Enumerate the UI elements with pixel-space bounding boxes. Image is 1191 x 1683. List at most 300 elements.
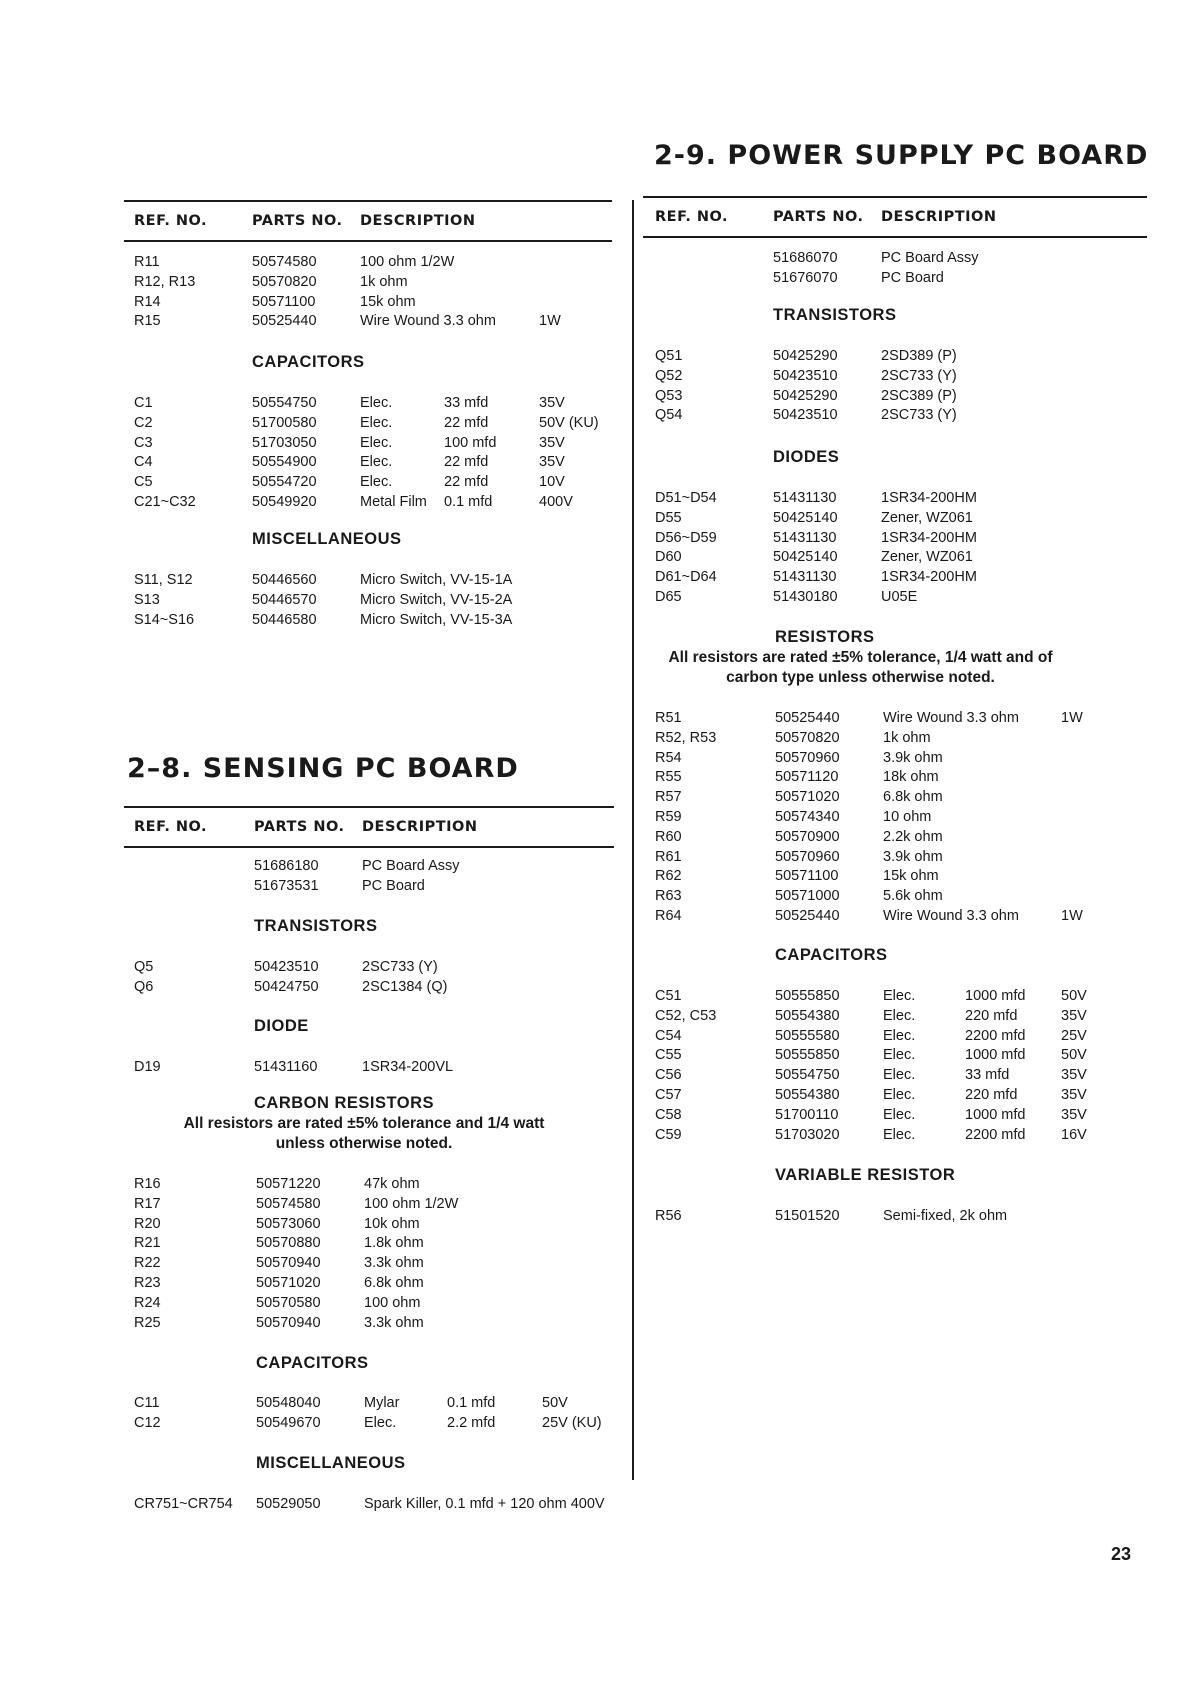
parts-row <box>643 809 1143 829</box>
parts-row <box>124 1295 624 1315</box>
ref-no: R55 <box>655 769 682 786</box>
misc-heading: MISCELLANEOUS <box>256 1454 406 1472</box>
description: 15k ohm <box>360 293 416 310</box>
parts-no: 50423510 <box>254 959 319 975</box>
parts-row <box>643 730 1143 750</box>
description: 1.8k ohm <box>364 1235 424 1252</box>
parts-row <box>643 270 1143 290</box>
parts-row <box>643 589 1143 609</box>
ref-no: S11, S12 <box>134 572 193 588</box>
ref-no: C1 <box>134 395 153 411</box>
description: 1SR34-200HM <box>881 529 977 546</box>
rating: 400V <box>539 494 573 510</box>
parts-no: 50570820 <box>252 273 317 290</box>
description: PC Board <box>881 269 944 286</box>
ref-no: Q51 <box>655 348 683 364</box>
description-header: DESCRIPTION <box>881 209 997 225</box>
ref-no: C52, C53 <box>655 1007 717 1024</box>
ref-no: R11 <box>134 254 160 270</box>
parts-no: 50425290 <box>773 348 838 364</box>
ref-no: C21~C32 <box>134 494 196 510</box>
page-number: 23 <box>1110 1544 1131 1564</box>
description: 2.2k ohm <box>883 828 943 845</box>
parts-row <box>643 1067 1143 1087</box>
parts-row <box>643 1208 1143 1228</box>
parts-no-header: PARTS NO. <box>773 209 864 225</box>
diode-heading: DIODE <box>254 1017 309 1035</box>
value: 0.1 mfd <box>447 1395 496 1411</box>
ref-no: R12, R13 <box>134 273 196 290</box>
parts-row <box>643 250 1143 270</box>
parts-no: 50423510 <box>773 367 838 384</box>
parts-no: 51686070 <box>773 250 838 266</box>
parts-no: 51686180 <box>254 858 319 874</box>
description: Elec. <box>364 1414 397 1431</box>
parts-no: 50571100 <box>252 293 316 310</box>
ref-no: R61 <box>655 848 682 865</box>
description: 1k ohm <box>883 729 931 746</box>
description: 2SC1384 (Q) <box>362 978 448 995</box>
parts-no: 50423510 <box>773 407 838 424</box>
ref-no: R23 <box>134 1275 161 1291</box>
note-line-1: All resistors are rated ±5% tolerance and 1/4 watt <box>183 1115 545 1132</box>
rating: 35V <box>1061 1106 1087 1123</box>
parts-row <box>643 1028 1143 1048</box>
parts-no: 50574340 <box>775 809 840 825</box>
description: 47k ohm <box>364 1176 420 1192</box>
parts-row <box>124 1395 624 1415</box>
capacitors-heading: CAPACITORS <box>256 1354 369 1372</box>
rating: 35V <box>539 395 565 411</box>
resistors-note <box>643 648 1078 688</box>
ref-no: Q53 <box>655 387 683 404</box>
parts-no: 50548040 <box>256 1395 321 1411</box>
description: Zener, WZ061 <box>881 549 973 566</box>
parts-no: 50554750 <box>775 1067 840 1084</box>
column-divider <box>632 200 634 1480</box>
parts-row <box>643 789 1143 809</box>
ref-no: C12 <box>134 1414 161 1431</box>
parts-no: 50554720 <box>252 474 317 491</box>
transistors-heading: TRANSISTORS <box>254 917 378 935</box>
parts-row <box>124 1415 624 1435</box>
ref-no: R54 <box>655 749 682 766</box>
ref-no: C58 <box>655 1106 682 1123</box>
description: 2SC733 (Y) <box>881 407 957 424</box>
parts-row <box>643 388 1143 408</box>
description: Elec. <box>883 1126 916 1143</box>
parts-no: 51700580 <box>252 414 317 431</box>
ref-no: C55 <box>655 1047 682 1064</box>
value: 220 mfd <box>965 1087 1018 1103</box>
ref-no-header: REF. NO. <box>134 213 208 229</box>
parts-no: 50425290 <box>773 387 838 404</box>
parts-no: 50529050 <box>256 1496 321 1512</box>
ref-no: R20 <box>134 1215 161 1232</box>
parts-row <box>124 254 624 274</box>
parts-row <box>124 1275 624 1295</box>
description: 2SC733 (Y) <box>362 959 438 975</box>
ref-no: C3 <box>134 434 153 451</box>
parts-row <box>643 530 1143 550</box>
parts-row <box>643 569 1143 589</box>
ref-no: C51 <box>655 988 682 1004</box>
carbon-resistors-heading: CARBON RESISTORS <box>254 1094 435 1112</box>
parts-no: 50571000 <box>775 888 840 905</box>
parts-row <box>643 490 1143 510</box>
parts-no: 50554380 <box>775 1087 840 1103</box>
description: Elec. <box>360 474 393 491</box>
description: 100 ohm 1/2W <box>360 254 455 270</box>
description: 2SC733 (Y) <box>881 367 957 384</box>
parts-row <box>124 294 624 314</box>
note-line-2: unless otherwise noted. <box>275 1135 453 1152</box>
parts-no: 50555850 <box>775 988 840 1004</box>
description: 3.9k ohm <box>883 848 943 865</box>
value: 0.1 mfd <box>444 494 493 510</box>
description: 3.9k ohm <box>883 749 943 766</box>
parts-row <box>124 454 624 474</box>
description: Elec. <box>883 1067 916 1084</box>
rating: 16V <box>1061 1126 1087 1143</box>
parts-no: 51431160 <box>254 1059 318 1075</box>
sensing-column <box>124 806 614 1512</box>
description-header: DESCRIPTION <box>360 213 476 229</box>
parts-no: 50446570 <box>252 591 317 608</box>
value: 2.2 mfd <box>447 1414 496 1431</box>
ref-no: R51 <box>655 710 682 726</box>
description-header: DESCRIPTION <box>362 819 478 835</box>
parts-row <box>124 313 624 333</box>
value: 22 mfd <box>444 474 489 491</box>
rating: 1W <box>1061 908 1083 924</box>
parts-no: 50525440 <box>775 710 840 726</box>
description: Zener, WZ061 <box>881 509 973 526</box>
resistors-heading: RESISTORS <box>775 628 875 646</box>
ref-no-header: REF. NO. <box>134 819 208 835</box>
ref-no: D51~D54 <box>655 490 717 506</box>
parts-row <box>124 415 624 435</box>
description: Wire Wound 3.3 ohm <box>360 313 496 330</box>
description: Elec. <box>360 434 393 451</box>
ref-no: D19 <box>134 1059 161 1075</box>
parts-row <box>124 878 624 898</box>
parts-row <box>643 710 1143 730</box>
description: 3.3k ohm <box>364 1255 424 1272</box>
transistors-heading: TRANSISTORS <box>773 306 897 324</box>
ref-no: Q6 <box>134 978 154 995</box>
value: 22 mfd <box>444 454 489 471</box>
rating: 1W <box>539 313 561 330</box>
value: 33 mfd <box>444 395 489 411</box>
description: U05E <box>881 589 918 605</box>
parts-row <box>124 858 624 878</box>
description: Elec. <box>360 395 393 411</box>
parts-row <box>643 1087 1143 1107</box>
value: 22 mfd <box>444 414 489 431</box>
parts-no: 51703050 <box>252 434 317 451</box>
parts-row <box>643 1047 1143 1067</box>
ref-no: R57 <box>655 789 682 806</box>
parts-row <box>124 1496 624 1516</box>
ref-no: D60 <box>655 549 682 566</box>
parts-row <box>124 1315 624 1335</box>
description: Elec. <box>883 1007 916 1024</box>
parts-no: 50446580 <box>252 611 317 628</box>
ref-no: C59 <box>655 1126 682 1143</box>
parts-row <box>124 1255 624 1275</box>
description: PC Board <box>362 877 425 894</box>
note-line-2: carbon type unless otherwise noted. <box>726 669 995 686</box>
parts-no: 50573060 <box>256 1215 321 1232</box>
parts-row <box>643 348 1143 368</box>
parts-row <box>643 849 1143 869</box>
rating: 35V <box>1061 1067 1087 1084</box>
parts-no: 50574580 <box>252 254 317 270</box>
parts-row <box>124 474 624 494</box>
parts-row <box>124 1176 624 1196</box>
parts-no: 51700110 <box>775 1106 839 1123</box>
ref-no: R24 <box>134 1294 161 1311</box>
description: Elec. <box>883 1106 916 1123</box>
parts-no: 50425140 <box>773 509 838 526</box>
description: Micro Switch, VV-15-1A <box>360 572 513 588</box>
ref-no: S14~S16 <box>134 611 195 628</box>
description: Elec. <box>360 414 393 431</box>
ref-no: Q5 <box>134 959 154 975</box>
ref-no: C4 <box>134 454 153 471</box>
parts-row <box>124 494 624 514</box>
ref-no: R62 <box>655 868 682 885</box>
parts-no: 50570940 <box>256 1314 321 1331</box>
parts-no: 50571220 <box>256 1176 321 1192</box>
value: 1000 mfd <box>965 988 1026 1004</box>
diodes-heading: DIODES <box>773 448 840 466</box>
description: 100 ohm <box>364 1294 421 1311</box>
ref-no: R60 <box>655 828 682 845</box>
rating: 35V <box>539 434 565 451</box>
parts-row <box>124 979 624 999</box>
description: Metal Film <box>360 494 427 510</box>
parts-no: 51673531 <box>254 877 319 894</box>
rating: 50V <box>1061 988 1087 1004</box>
parts-row <box>643 908 1143 928</box>
description: 3.3k ohm <box>364 1314 424 1331</box>
value: 2200 mfd <box>965 1126 1026 1143</box>
description: 1k ohm <box>360 273 408 290</box>
description: 6.8k ohm <box>883 789 943 806</box>
ref-no: D55 <box>655 509 682 526</box>
description: 15k ohm <box>883 868 939 885</box>
value: 1000 mfd <box>965 1106 1026 1123</box>
parts-no-header: PARTS NO. <box>254 819 345 835</box>
parts-no: 51676070 <box>773 269 838 286</box>
ref-no: R63 <box>655 888 682 905</box>
parts-no: 50570960 <box>775 749 840 766</box>
ref-no: D65 <box>655 589 682 605</box>
parts-no: 50570820 <box>775 729 840 746</box>
capacitors-heading: CAPACITORS <box>775 946 888 964</box>
parts-row <box>124 612 624 632</box>
parts-no: 51431130 <box>773 569 837 586</box>
parts-no: 50571100 <box>775 868 839 885</box>
ref-no: R17 <box>134 1195 161 1212</box>
description: 100 ohm 1/2W <box>364 1195 459 1212</box>
ref-no: Q54 <box>655 407 683 424</box>
description: 2SD389 (P) <box>881 348 957 364</box>
parts-no: 50525440 <box>252 313 317 330</box>
misc-heading: MISCELLANEOUS <box>252 530 402 548</box>
parts-row <box>643 1127 1143 1147</box>
description: 5.6k ohm <box>883 888 943 905</box>
rating: 35V <box>1061 1087 1087 1103</box>
parts-no: 51430180 <box>773 589 838 605</box>
description: 1SR34-200VL <box>362 1059 454 1075</box>
parts-no: 50570940 <box>256 1255 321 1272</box>
parts-no: 50554380 <box>775 1007 840 1024</box>
ref-no: R52, R53 <box>655 729 717 746</box>
parts-no: 50570960 <box>775 848 840 865</box>
ref-no: C56 <box>655 1067 682 1084</box>
parts-no: 50571020 <box>256 1275 321 1291</box>
description: Micro Switch, VV-15-2A <box>360 591 513 608</box>
description: Micro Switch, VV-15-3A <box>360 611 513 628</box>
parts-row <box>643 829 1143 849</box>
parts-no: 51501520 <box>775 1208 840 1224</box>
description: Elec. <box>883 1047 916 1064</box>
capacitors-heading: CAPACITORS <box>252 353 365 371</box>
parts-no: 50554900 <box>252 454 317 471</box>
ref-no: C11 <box>134 1395 160 1411</box>
description: 2SC389 (P) <box>881 387 957 404</box>
parts-no: 50424750 <box>254 978 319 995</box>
description: Mylar <box>364 1395 400 1411</box>
ref-no: R56 <box>655 1208 682 1224</box>
rating: 35V <box>539 454 565 471</box>
parts-row <box>124 1196 624 1216</box>
section-title-sensing: 2–8. SENSING PC BOARD <box>127 753 519 784</box>
description: Elec. <box>883 1027 916 1044</box>
ref-no: R59 <box>655 809 682 825</box>
ref-no: C54 <box>655 1027 682 1044</box>
parts-row <box>643 769 1143 789</box>
description: Elec. <box>360 454 393 471</box>
parts-row <box>124 1235 624 1255</box>
parts-no: 50571020 <box>775 789 840 806</box>
value: 2200 mfd <box>965 1027 1026 1044</box>
ref-no: D61~D64 <box>655 569 717 586</box>
table-header <box>124 200 612 242</box>
parts-no: 50570900 <box>775 828 840 845</box>
ref-no: R14 <box>134 293 161 310</box>
rating: 10V <box>539 474 565 491</box>
parts-row <box>124 959 624 979</box>
ref-no-header: REF. NO. <box>655 209 729 225</box>
description: 18k ohm <box>883 769 939 786</box>
ref-no: R21 <box>134 1235 161 1252</box>
description: 10k ohm <box>364 1215 420 1232</box>
value: 1000 mfd <box>965 1047 1026 1064</box>
value: 33 mfd <box>965 1067 1010 1084</box>
description: Elec. <box>883 1087 916 1103</box>
parts-no: 50555850 <box>775 1047 840 1064</box>
parts-no: 51703020 <box>775 1126 840 1143</box>
parts-row <box>124 1216 624 1236</box>
parts-row <box>643 510 1143 530</box>
rating: 35V <box>1061 1007 1087 1024</box>
parts-row <box>643 368 1143 388</box>
parts-row <box>124 572 624 592</box>
description: Wire Wound 3.3 ohm <box>883 908 1019 924</box>
description: Elec. <box>883 988 916 1004</box>
carbon-resistors-note <box>124 1114 604 1154</box>
rating: 25V <box>1061 1027 1087 1044</box>
parts-no: 50574580 <box>256 1195 321 1212</box>
ref-no: Q52 <box>655 367 683 384</box>
rating: 50V (KU) <box>539 414 599 431</box>
variable-resistor-heading: VARIABLE RESISTOR <box>775 1166 956 1184</box>
description: PC Board Assy <box>881 250 979 266</box>
parts-row <box>124 435 624 455</box>
parts-row <box>124 592 624 612</box>
parts-row <box>643 868 1143 888</box>
left-column <box>124 200 614 640</box>
rating: 25V (KU) <box>542 1414 602 1431</box>
parts-no: 50525440 <box>775 908 840 924</box>
section-title-power-supply: 2-9. POWER SUPPLY PC BOARD <box>654 140 1149 171</box>
parts-row <box>643 1008 1143 1028</box>
description: 1SR34-200HM <box>881 569 977 586</box>
ref-no: R15 <box>134 313 161 330</box>
ref-no: R64 <box>655 908 682 924</box>
ref-no: S13 <box>134 591 160 608</box>
table-header <box>643 196 1147 238</box>
description: 10 ohm <box>883 809 932 825</box>
ref-no: R25 <box>134 1314 161 1331</box>
parts-no: 50549920 <box>252 494 317 510</box>
power-supply-column <box>643 196 1191 1246</box>
ref-no: CR751~CR754 <box>134 1496 233 1512</box>
parts-no: 50571120 <box>775 769 839 786</box>
parts-no: 50570580 <box>256 1294 321 1311</box>
note-line-1: All resistors are rated ±5% tolerance, 1/4 watt and of <box>668 649 1053 666</box>
parts-no: 51431130 <box>773 490 837 506</box>
ref-no: C5 <box>134 474 153 491</box>
parts-no: 50549670 <box>256 1414 321 1431</box>
parts-no: 50425140 <box>773 549 838 566</box>
parts-row <box>643 988 1143 1008</box>
description: 1SR34-200HM <box>881 490 977 506</box>
parts-no: 50554750 <box>252 395 317 411</box>
parts-row <box>643 750 1143 770</box>
value: 100 mfd <box>444 434 497 451</box>
parts-row <box>643 407 1143 427</box>
parts-no-header: PARTS NO. <box>252 213 343 229</box>
parts-row <box>643 888 1143 908</box>
ref-no: R22 <box>134 1255 161 1272</box>
ref-no: C2 <box>134 414 153 431</box>
description: Spark Killer, 0.1 mfd + 120 ohm 400V <box>364 1496 605 1512</box>
value: 220 mfd <box>965 1007 1018 1024</box>
parts-no: 50446560 <box>252 572 317 588</box>
parts-row <box>124 274 624 294</box>
parts-no: 51431130 <box>773 529 837 546</box>
table-header <box>124 806 614 848</box>
parts-row <box>643 549 1143 569</box>
parts-no: 50555580 <box>775 1027 840 1044</box>
rating: 50V <box>1061 1047 1087 1064</box>
ref-no: R16 <box>134 1176 161 1192</box>
